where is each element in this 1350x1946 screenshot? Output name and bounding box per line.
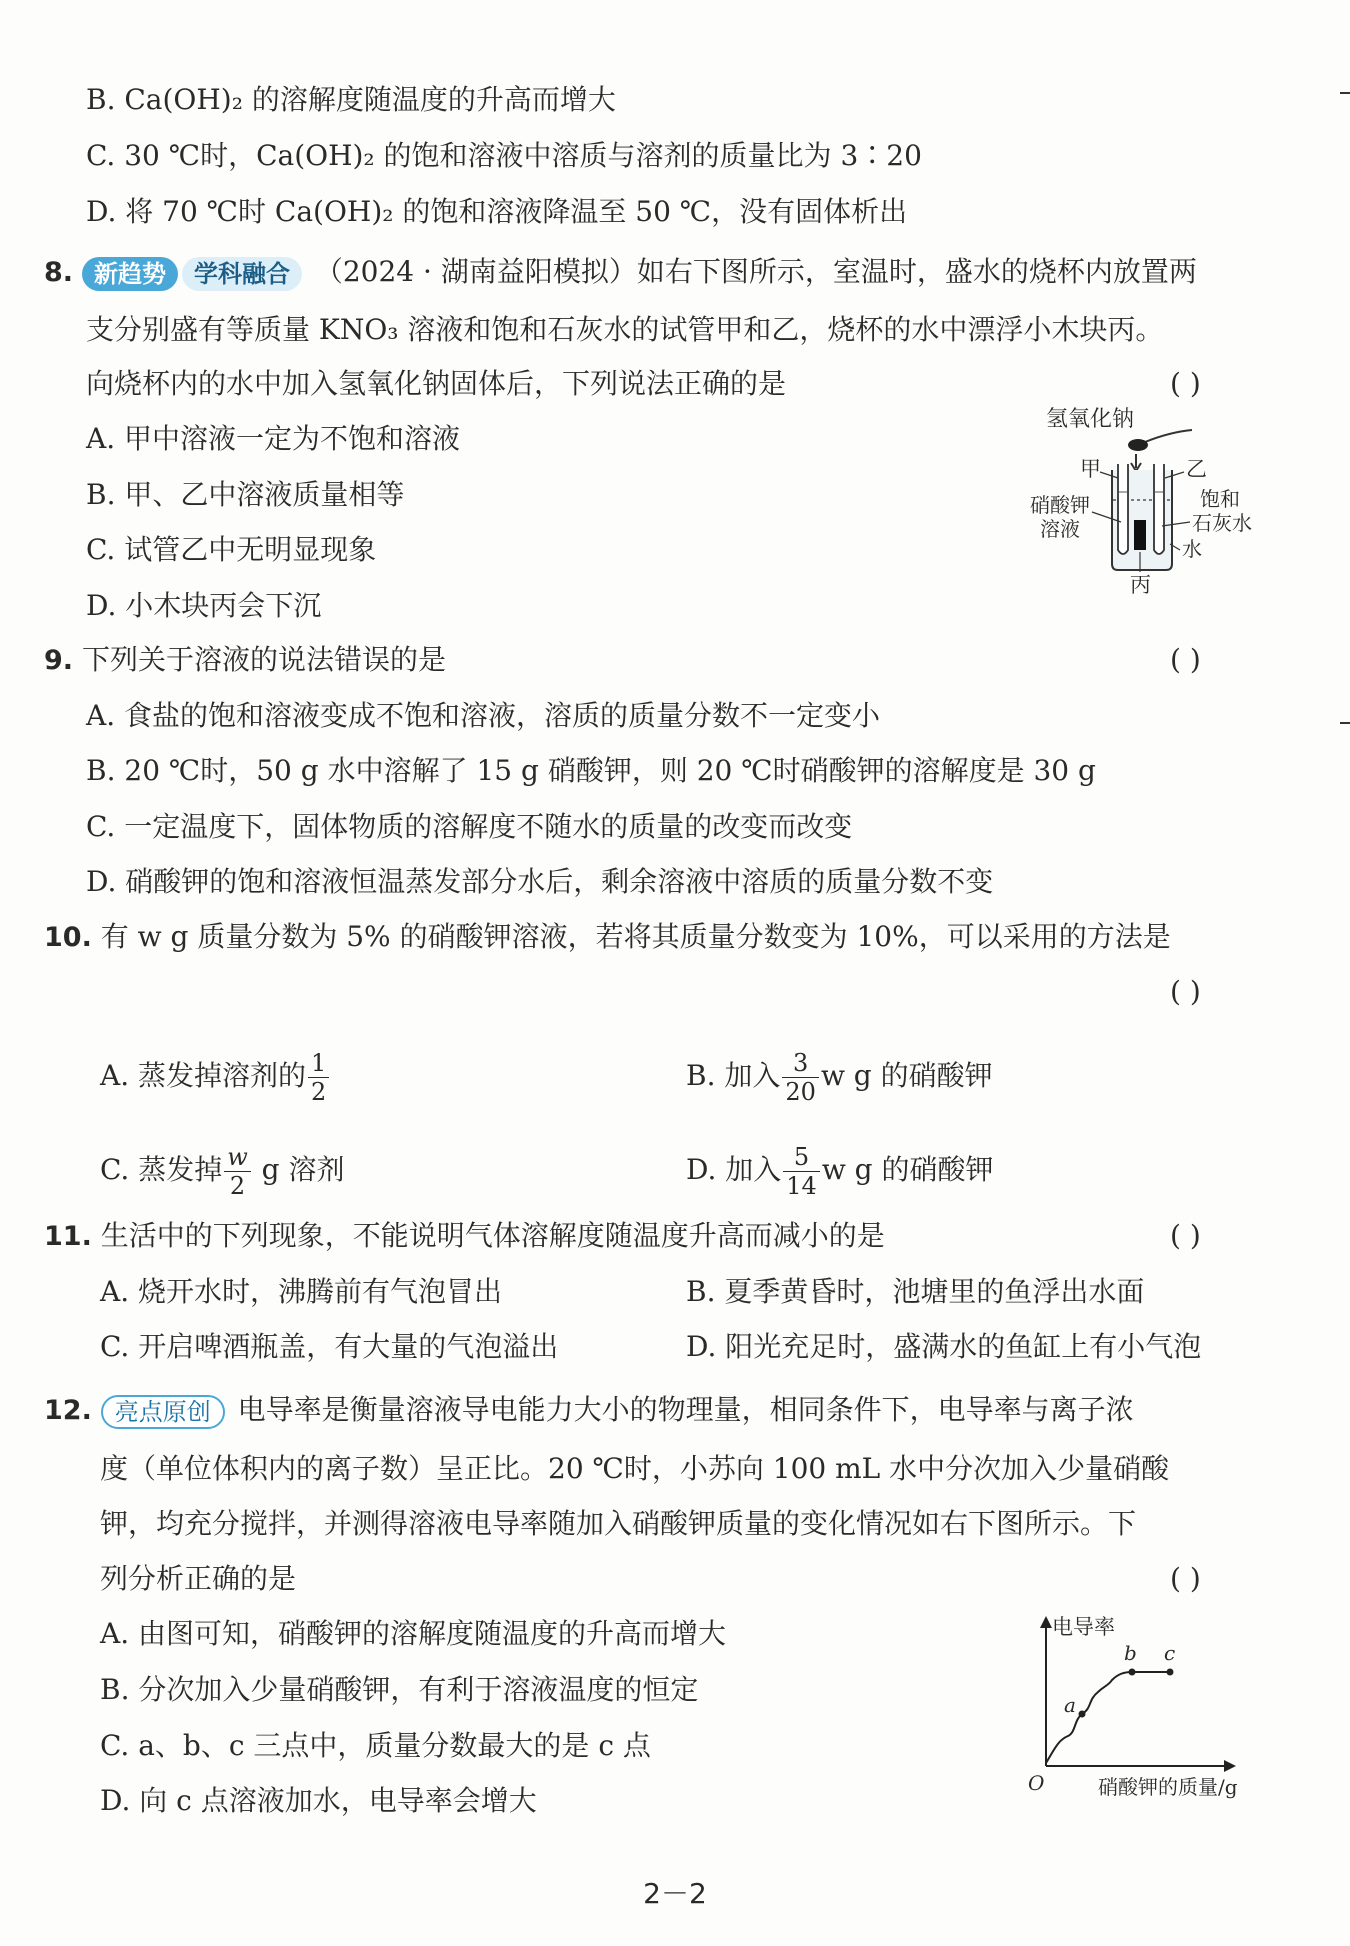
q7-option-c: C. 30 ℃时，Ca(OH)₂ 的饱和溶液中溶质与溶剂的质量比为 3∶20 bbox=[86, 139, 922, 172]
q9-answer-blank: ( ) bbox=[1170, 643, 1201, 676]
q8-stem-line1 bbox=[44, 252, 1197, 293]
q8-stem-text1: （2024 · 湖南益阳模拟）如右下图所示，室温时，盛水的烧杯内放置两 bbox=[314, 255, 1197, 288]
q12-stem-line4: 列分析正确的是 bbox=[100, 1562, 297, 1595]
graph-point-b bbox=[1129, 1669, 1136, 1676]
fig-label-lime-1: 饱和 bbox=[1200, 487, 1240, 511]
tube-jia bbox=[1118, 464, 1128, 554]
q8-subject-tag: 学科融合 bbox=[182, 257, 302, 291]
fig-label-water: 水 bbox=[1182, 537, 1202, 561]
tube-yi bbox=[1154, 464, 1164, 554]
q10-stem-text: 有 w g 质量分数为 5% 的硝酸钾溶液，若将其质量分数变为 10%，可以采用的方法是 bbox=[100, 920, 1171, 953]
q10-stem bbox=[44, 917, 1171, 958]
q11-option-d: D. 阳光充足时，盛满水的鱼缸上有小气泡 bbox=[686, 1330, 1202, 1363]
graph-point-a bbox=[1079, 1711, 1086, 1718]
graph-label-c: c bbox=[1164, 1641, 1176, 1665]
q11-stem-text: 生活中的下列现象，不能说明气体溶解度随温度升高而减小的是 bbox=[100, 1219, 885, 1252]
q8-option-b: B. 甲、乙中溶液质量相等 bbox=[86, 478, 405, 511]
q12-original-tag: 亮点原创 bbox=[101, 1395, 225, 1429]
q8-option-a: A. 甲中溶液一定为不饱和溶液 bbox=[86, 422, 461, 455]
graph-label-b: b bbox=[1124, 1641, 1137, 1665]
wood-block-bing bbox=[1134, 520, 1146, 550]
q10-option-b: B. 加入 $\frac{3}{20}$ w g 的硝酸钾 bbox=[686, 1049, 993, 1106]
graph-y-label: 电导率 bbox=[1052, 1615, 1115, 1639]
fig-label-jia: 甲 bbox=[1080, 457, 1101, 481]
q10-a-fraction: $\frac{1}{2}$ bbox=[308, 1049, 329, 1106]
q12-stem-line1 bbox=[44, 1390, 1134, 1431]
graph-point-c bbox=[1167, 1669, 1174, 1676]
page-number: 2－2 bbox=[643, 1877, 707, 1910]
q11-stem bbox=[44, 1216, 885, 1257]
q8-number: 8. bbox=[44, 257, 74, 288]
fig-label-lime-2: 石灰水 bbox=[1192, 511, 1252, 535]
q10-option-d: D. 加入 $\frac{5}{14}$ w g 的硝酸钾 bbox=[686, 1143, 994, 1200]
q7-option-d: D. 将 70 ℃时 Ca(OH)₂ 的饱和溶液降温至 50 ℃，没有固体析出 bbox=[86, 195, 908, 228]
q8-stem-line2: 支分别盛有等质量 KNO₃ 溶液和饱和石灰水的试管甲和乙，烧杯的水中漂浮小木块丙。 bbox=[86, 313, 1164, 346]
q11-number: 11. bbox=[44, 1221, 92, 1252]
q10-d-fraction: $\frac{5}{14}$ bbox=[783, 1143, 820, 1200]
q12-number: 12. bbox=[44, 1395, 92, 1426]
q12-stem-line2: 度（单位体积内的离子数）呈正比。20 ℃时，小苏向 100 mL 水中分次加入少量硝酸 bbox=[100, 1452, 1170, 1485]
q9-stem-text: 下列关于溶液的说法错误的是 bbox=[81, 643, 446, 676]
q9-number: 9. bbox=[44, 645, 74, 676]
edge-mark bbox=[1340, 722, 1350, 724]
q12-option-a: A. 由图可知，硝酸钾的溶解度随温度的升高而增大 bbox=[100, 1617, 727, 1650]
q11-answer-blank: ( ) bbox=[1170, 1219, 1201, 1252]
spoon-bowl bbox=[1128, 439, 1148, 451]
fig-label-yi: 乙 bbox=[1186, 457, 1207, 481]
q8-trend-tag: 新趋势 bbox=[82, 257, 178, 291]
fig-label-bing: 丙 bbox=[1130, 573, 1151, 597]
q9-option-b: B. 20 ℃时，50 g 水中溶解了 15 g 硝酸钾，则 20 ℃时硝酸钾的溶解度是 30 g bbox=[86, 754, 1096, 787]
q8-option-d: D. 小木块丙会下沉 bbox=[86, 589, 322, 622]
q8-beaker-figure bbox=[1020, 400, 1280, 600]
edge-mark bbox=[1340, 92, 1350, 94]
q7-option-b: B. Ca(OH)₂ 的溶解度随温度的升高而增大 bbox=[86, 83, 616, 116]
q12-stem-text1: 电导率是衡量溶液导电能力大小的物理量，相同条件下，电导率与离子浓 bbox=[237, 1393, 1134, 1426]
q10-option-c: C. 蒸发掉 $\frac{w}{2}$ g 溶剂 bbox=[100, 1143, 345, 1200]
fig-label-naoh: 氢氧化钠 bbox=[1046, 407, 1135, 432]
q12-conductivity-graph bbox=[1020, 1608, 1282, 1804]
q10-option-a: A. 蒸发掉溶剂的 $\frac{1}{2}$ bbox=[100, 1046, 331, 1106]
graph-label-a: a bbox=[1064, 1693, 1076, 1717]
q11-option-c: C. 开启啤酒瓶盖，有大量的气泡溢出 bbox=[100, 1330, 559, 1363]
graph-origin: O bbox=[1028, 1771, 1045, 1795]
q12-answer-blank: ( ) bbox=[1170, 1562, 1201, 1595]
spoon-handle bbox=[1145, 430, 1192, 442]
q9-stem bbox=[44, 640, 446, 681]
q12-option-c: C. a、b、c 三点中，质量分数最大的是 c 点 bbox=[100, 1729, 651, 1762]
q11-option-b: B. 夏季黄昏时，池塘里的鱼浮出水面 bbox=[686, 1275, 1145, 1308]
q11-option-a: A. 烧开水时，沸腾前有气泡冒出 bbox=[100, 1275, 503, 1308]
q9-option-c: C. 一定温度下，固体物质的溶解度不随水的质量的改变而改变 bbox=[86, 810, 853, 843]
q8-option-c: C. 试管乙中无明显现象 bbox=[86, 533, 377, 566]
graph-x-label: 硝酸钾的质量/g bbox=[1098, 1775, 1238, 1799]
q8-stem-line3: 向烧杯内的水中加入氢氧化钠固体后，下列说法正确的是 bbox=[86, 367, 787, 400]
fig-label-kno3-2: 溶液 bbox=[1040, 517, 1080, 541]
q9-option-d: D. 硝酸钾的饱和溶液恒温蒸发部分水后，剩余溶液中溶质的质量分数不变 bbox=[86, 865, 994, 898]
q10-b-fraction: $\frac{3}{20}$ bbox=[782, 1049, 819, 1106]
q12-option-b: B. 分次加入少量硝酸钾，有利于溶液温度的恒定 bbox=[100, 1673, 699, 1706]
q9-option-a: A. 食盐的饱和溶液变成不饱和溶液，溶质的质量分数不一定变小 bbox=[86, 699, 881, 732]
q8-answer-blank: ( ) bbox=[1170, 367, 1201, 400]
q10-c-fraction: $\frac{w}{2}$ bbox=[224, 1143, 251, 1200]
q12-stem-line3: 钾，均充分搅拌，并测得溶液电导率随加入硝酸钾质量的变化情况如右下图所示。下 bbox=[100, 1507, 1137, 1540]
q10-answer-blank: ( ) bbox=[1170, 975, 1201, 1008]
q12-option-d: D. 向 c 点溶液加水，电导率会增大 bbox=[100, 1784, 537, 1817]
q10-number: 10. bbox=[44, 922, 92, 953]
fig-label-kno3-1: 硝酸钾 bbox=[1030, 493, 1090, 517]
graph-curve bbox=[1046, 1672, 1170, 1763]
